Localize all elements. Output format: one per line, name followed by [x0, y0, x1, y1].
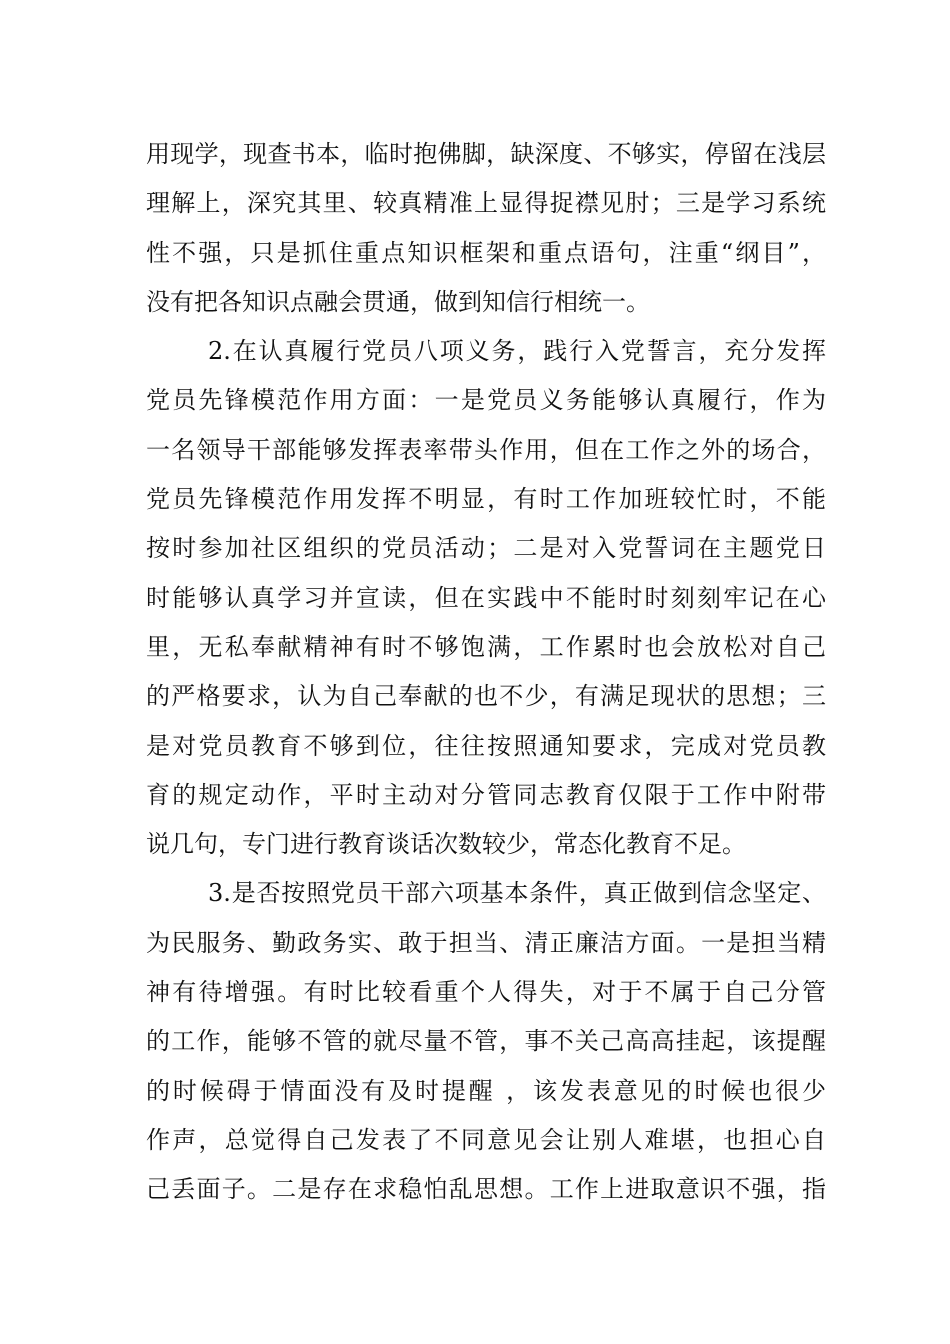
text-line: 理解上，深究其里、较真精准上显得捉襟见肘；三是学习系统	[146, 189, 826, 218]
text-line: 党员先锋模范作用方面：一是党员义务能够认真履行，作为	[146, 386, 826, 415]
document-body	[146, 130, 826, 1215]
text-line: 里，无私奉献精神有时不够饱满，工作累时也会放松对自己	[146, 632, 826, 661]
text-line: 己丢面子。二是存在求稳怕乱思想。工作上进取意识不强，指	[146, 1175, 826, 1204]
text-line: 性不强，只是抓住重点知识框架和重点语句，注重“纲目”，	[146, 238, 826, 267]
text-line: 神有待增强。有时比较看重个人得失，对于不属于自己分管	[146, 978, 826, 1007]
text-line: 是对党员教育不够到位，往往按照通知要求，完成对党员教	[146, 731, 826, 760]
text-line: 育的规定动作，平时主动对分管同志教育仅限于工作中附带	[146, 780, 826, 809]
text-line: 一名领导干部能够发挥表率带头作用，但在工作之外的场合，	[146, 435, 826, 464]
paragraph-3-first-line: 3.是否按照党员干部六项基本条件，真正做到信念坚定、	[208, 879, 826, 908]
text-line: 的时候碍于情面没有及时提醒 ，该发表意见的时候也很少	[146, 1076, 826, 1105]
paragraph-2-first-line: 2.在认真履行党员八项义务，践行入党誓言，充分发挥	[208, 337, 826, 366]
text-line: 党员先锋模范作用发挥不明显，有时工作加班较忙时，不能	[146, 485, 826, 514]
text-line: 时能够认真学习并宣读，但在实践中不能时时刻刻牢记在心	[146, 583, 826, 612]
text-line: 没有把各知识点融会贯通，做到知信行相统一。	[146, 287, 650, 316]
text-line: 为民服务、勤政务实、敢于担当、清正廉洁方面。一是担当精	[146, 928, 826, 957]
text-line: 用现学，现查书本，临时抱佛脚，缺深度、不够实，停留在浅层	[146, 140, 826, 168]
text-line: 按时参加社区组织的党员活动；二是对入党誓词在主题党日	[146, 534, 826, 563]
text-line: 作声，总觉得自己发表了不同意见会让别人难堪，也担心自	[146, 1125, 826, 1154]
text-line: 的工作，能够不管的就尽量不管，事不关己高高挂起，该提醒	[146, 1027, 826, 1056]
text-line: 的严格要求，认为自己奉献的也不少，有满足现状的思想；三	[146, 682, 826, 711]
text-line: 说几句，专门进行教育谈话次数较少，常态化教育不足。	[146, 830, 746, 859]
